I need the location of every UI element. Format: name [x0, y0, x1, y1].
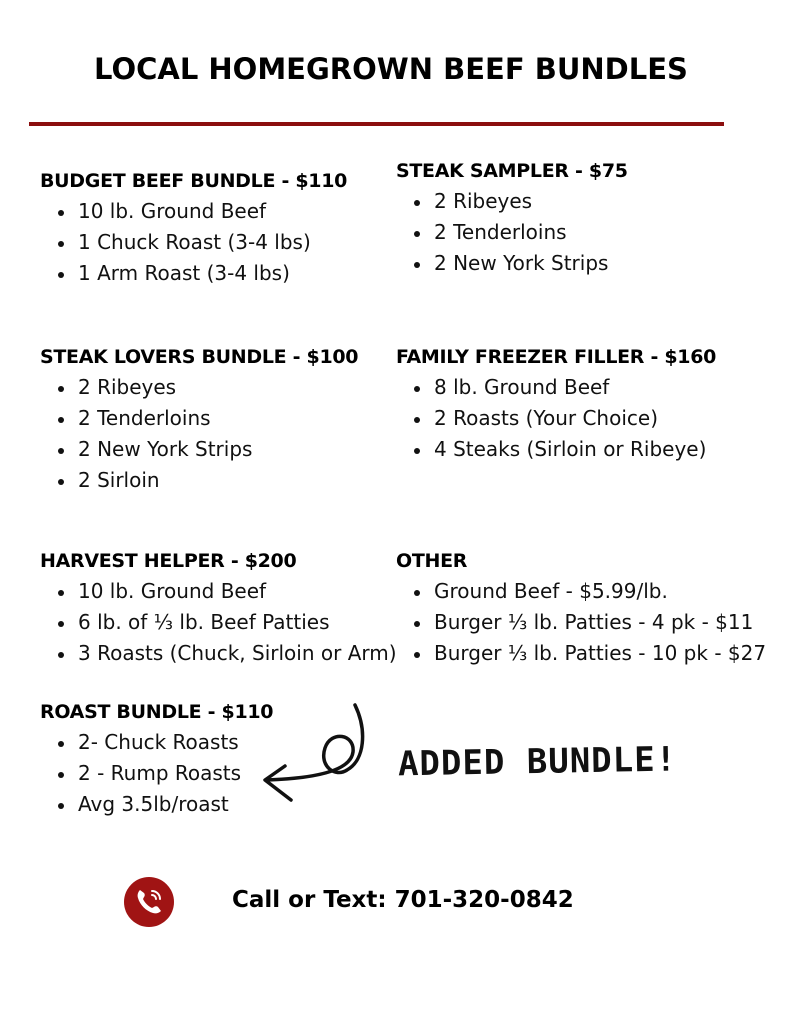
item-list [40, 196, 347, 289]
item-list [40, 372, 358, 496]
item-list [40, 576, 397, 669]
phone-icon [123, 876, 175, 928]
section-roast-bundle [40, 701, 273, 820]
list-item: Avg 3.5lb/roast [40, 789, 273, 820]
section-heading: HARVEST HELPER - $200 [40, 550, 297, 572]
curly-arrow-icon [255, 700, 375, 810]
section-heading: FAMILY FREEZER FILLER - $160 [396, 346, 717, 368]
section-family-freezer-filler [396, 346, 716, 465]
section-harvest-helper [40, 550, 397, 669]
list-item: 10 lb. Ground Beef [40, 576, 397, 607]
contact-phone[interactable]: Call or Text: 701-320-0842 [232, 887, 574, 913]
list-item: 2 Roasts (Your Choice) [396, 403, 716, 434]
section-heading: ROAST BUNDLE - $110 [40, 701, 274, 723]
list-item: 1 Arm Roast (3-4 lbs) [40, 258, 347, 289]
section-heading: BUDGET BEEF BUNDLE - $110 [40, 170, 348, 192]
list-item: 3 Roasts (Chuck, Sirloin or Arm) [40, 638, 397, 669]
section-budget-beef-bundle [40, 170, 347, 289]
section-other [396, 550, 766, 669]
list-item: 4 Steaks (Sirloin or Ribeye) [396, 434, 716, 465]
item-list [396, 186, 628, 279]
list-item: 6 lb. of ⅓ lb. Beef Patties [40, 607, 397, 638]
list-item: 2 Tenderloins [396, 217, 628, 248]
page-title: LOCAL HOMEGROWN BEEF BUNDLES [94, 52, 688, 86]
list-item: 2 - Rump Roasts [40, 758, 273, 789]
list-item: 2- Chuck Roasts [40, 727, 273, 758]
section-heading: STEAK SAMPLER - $75 [396, 160, 628, 182]
list-item: 2 New York Strips [396, 248, 628, 279]
item-list [396, 372, 716, 465]
section-steak-lovers-bundle [40, 346, 358, 496]
list-item: Burger ⅓ lb. Patties - 10 pk - $27 [396, 638, 766, 669]
list-item: 2 New York Strips [40, 434, 358, 465]
list-item: 8 lb. Ground Beef [396, 372, 716, 403]
item-list [396, 576, 766, 669]
list-item: 2 Ribeyes [396, 186, 628, 217]
list-item: 1 Chuck Roast (3-4 lbs) [40, 227, 347, 258]
item-list [40, 727, 273, 820]
section-heading: OTHER [396, 550, 468, 572]
list-item: Burger ⅓ lb. Patties - 4 pk - $11 [396, 607, 766, 638]
list-item: 10 lb. Ground Beef [40, 196, 347, 227]
list-item: Ground Beef - $5.99/lb. [396, 576, 766, 607]
added-bundle-note: ADDED BUNDLE! [397, 739, 678, 785]
section-steak-sampler [396, 160, 628, 279]
list-item: 2 Ribeyes [40, 372, 358, 403]
title-divider [29, 122, 724, 126]
section-heading: STEAK LOVERS BUNDLE - $100 [40, 346, 359, 368]
list-item: 2 Sirloin [40, 465, 358, 496]
list-item: 2 Tenderloins [40, 403, 358, 434]
